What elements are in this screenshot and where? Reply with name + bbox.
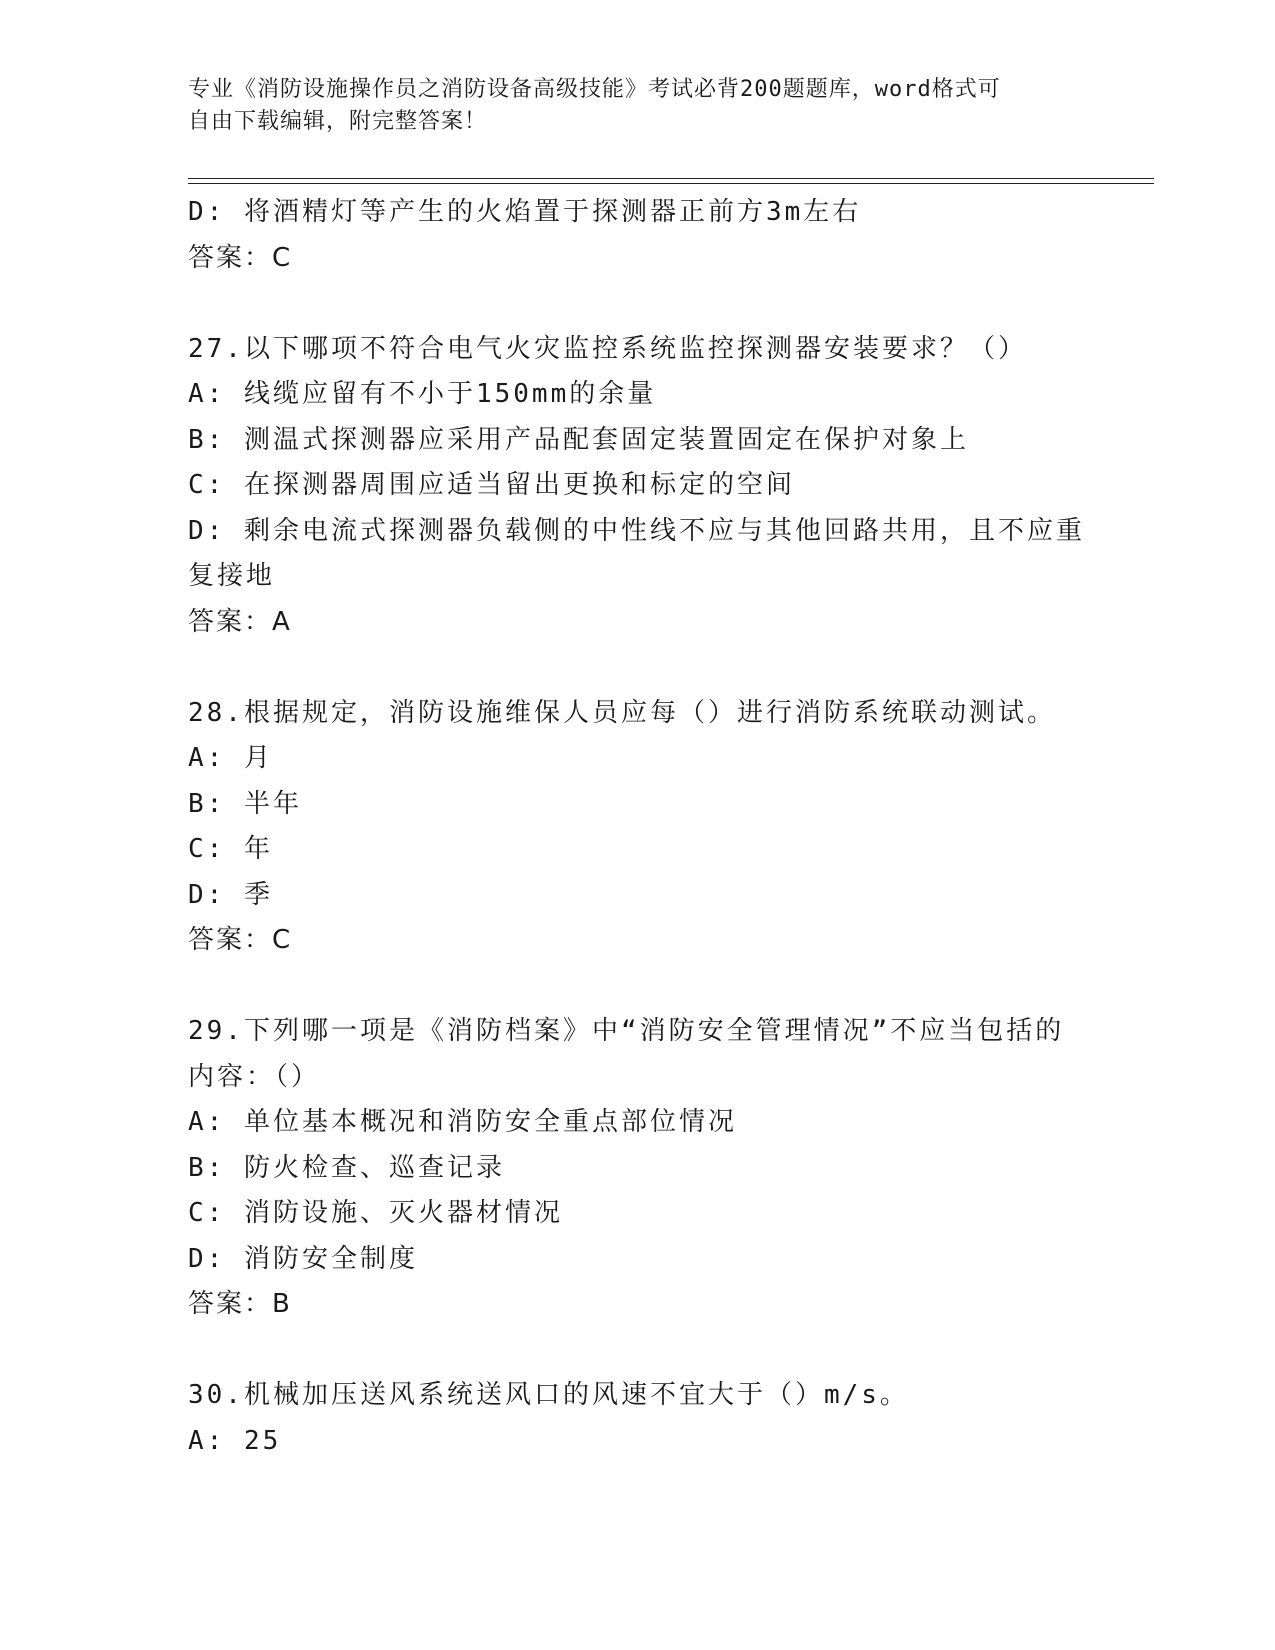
question-spacer xyxy=(188,1328,1088,1374)
answer-line: 答案：B xyxy=(188,1289,292,1319)
option-line: B: 测温式探测器应采用产品配套固定装置固定在保护对象上 xyxy=(188,424,969,455)
question-block xyxy=(188,691,1088,964)
answer-line: 答案：A xyxy=(188,606,292,637)
question-stem-line: 27.以下哪项不符合电气火灾监控系统监控探测器安装要求？（） xyxy=(188,333,1027,364)
option-line: C: 在探测器周围应适当留出更换和标定的空间 xyxy=(188,470,795,500)
document-header xyxy=(188,74,1068,138)
option-line: C: 消防设施、灭火器材情况 xyxy=(188,1198,563,1228)
question-spacer xyxy=(188,281,1088,327)
questions-container xyxy=(188,281,1088,1464)
option-line: B: 防火检查、巡查记录 xyxy=(188,1152,505,1183)
question-spacer xyxy=(188,964,1088,1010)
option-line: D: 消防安全制度 xyxy=(188,1243,418,1274)
previous-option-d: D: 将酒精灯等产生的火焰置于探测器正前方3m左右 xyxy=(188,197,862,227)
option-line: 复接地 xyxy=(188,561,276,591)
answer-line: 答案：C xyxy=(188,925,293,955)
option-line: A: 25 xyxy=(188,1425,282,1456)
question-stem-line: 28.根据规定，消防设施维保人员应每（）进行消防系统联动测试。 xyxy=(188,697,1056,728)
header-line-2: 自由下载编辑，附完整答案！ xyxy=(188,109,488,134)
option-line: A: 单位基本概况和消防安全重点部位情况 xyxy=(188,1107,737,1137)
question-stem-line: 内容：（） xyxy=(188,1061,321,1092)
previous-answer: 答案：C xyxy=(188,242,293,273)
question-stem-line: 29.下列哪一项是《消防档案》中“消防安全管理情况”不应当包括的 xyxy=(188,1016,1065,1046)
question-block xyxy=(188,327,1088,646)
question-list xyxy=(188,190,1088,1464)
option-line: A: 线缆应留有不小于150mm的余量 xyxy=(188,379,657,409)
header-divider-top xyxy=(188,178,1154,179)
header-divider-bottom xyxy=(188,183,1154,184)
question-spacer xyxy=(188,645,1088,691)
option-line: D: 剩余电流式探测器负载侧的中性线不应与其他回路共用，且不应重 xyxy=(188,515,1085,546)
question-block xyxy=(188,1373,1088,1464)
question-block xyxy=(188,1009,1088,1328)
question-stem-line: 30.机械加压送风系统送风口的风速不宜大于（）m/s。 xyxy=(188,1380,909,1410)
option-line: C: 年 xyxy=(188,834,273,864)
header-line-1: 专业《消防设施操作员之消防设备高级技能》考试必背200题题库，word格式可 xyxy=(188,77,1001,102)
option-line: A: 月 xyxy=(188,743,273,773)
option-line: B: 半年 xyxy=(188,788,302,819)
option-line: D: 季 xyxy=(188,879,273,910)
